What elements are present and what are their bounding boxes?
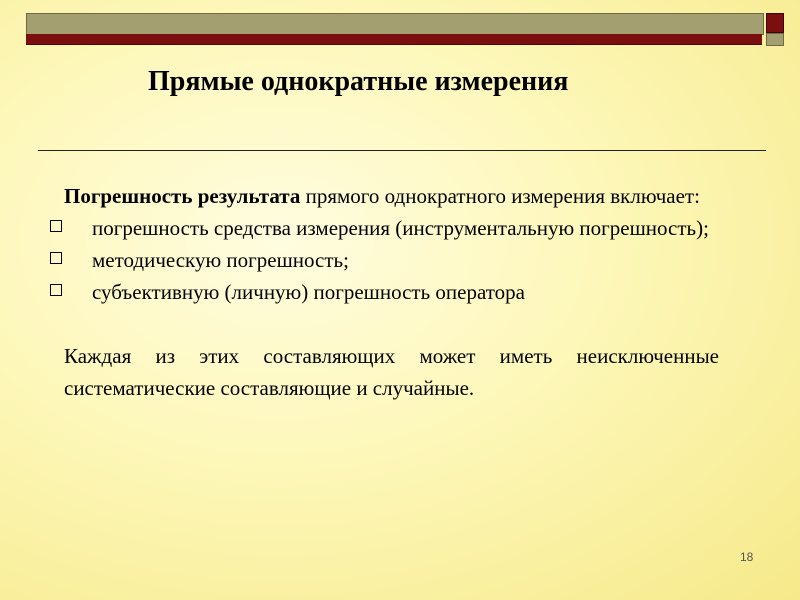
list-item-text: погрешность средства измерения (инструментальную погрешность); — [92, 216, 709, 240]
page-number: 18 — [740, 550, 754, 564]
square-bullet-icon — [50, 284, 62, 296]
square-bullet-icon — [50, 252, 62, 264]
header-banner-red — [26, 34, 762, 45]
list-item — [64, 212, 719, 244]
slide-title: Прямые однократные измерения — [148, 66, 569, 97]
intro-text: прямого однократного измерения включает: — [300, 184, 700, 208]
intro-bold-text: Погрешность результата — [64, 184, 301, 208]
list-item — [64, 244, 719, 276]
title-divider — [38, 150, 766, 151]
list-item — [64, 276, 719, 308]
header-banner-olive — [26, 13, 764, 35]
error-components-list — [64, 212, 719, 308]
closing-paragraph: Каждая из этих составляющих может иметь неисключенные систематические составляющие и случайные. — [64, 344, 719, 400]
intro-paragraph — [64, 180, 719, 212]
slide-body — [64, 180, 719, 404]
list-item-text: методическую погрешность; — [92, 248, 349, 272]
list-item-text: субъективную (личную) погрешность оператора — [92, 280, 525, 304]
header-corner-olive-box — [766, 33, 784, 46]
header-corner-red-box — [766, 13, 784, 33]
square-bullet-icon — [50, 220, 62, 232]
